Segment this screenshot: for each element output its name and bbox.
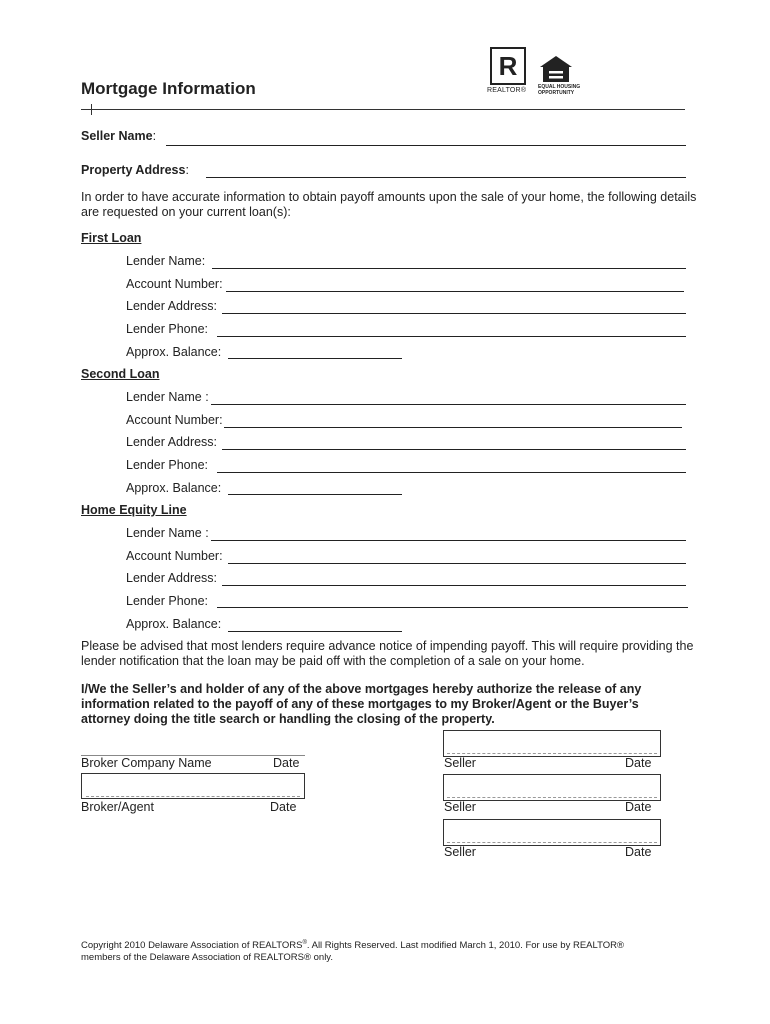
page-title: Mortgage Information: [81, 79, 256, 98]
seller3-sign-line: [447, 842, 657, 843]
equal-housing-icon: [538, 55, 574, 83]
home-equity-heading: Home Equity Line: [81, 503, 187, 517]
second-lender-name-field[interactable]: [211, 404, 686, 405]
seller-name-label: Seller Name:: [81, 129, 157, 143]
first-approx-balance-label: Approx. Balance:: [126, 345, 222, 359]
seller2-sign-line: [447, 797, 657, 798]
seller1-date-label: Date: [625, 756, 652, 770]
heloc-account-number-label: Account Number:: [126, 549, 223, 563]
realtor-logo: [490, 47, 526, 85]
second-lender-name-label: Lender Name :: [126, 390, 209, 404]
second-lender-phone-label: Lender Phone:: [126, 458, 209, 472]
footer-line2: members of the Delaware Association of REALTORS® only.: [81, 952, 333, 964]
equal-housing-logo: [538, 55, 574, 83]
seller2-date-label: Date: [625, 800, 652, 814]
seller3-date-label: Date: [625, 845, 652, 859]
first-approx-balance-field[interactable]: [228, 358, 402, 359]
heloc-lender-phone-label: Lender Phone:: [126, 594, 209, 608]
intro-text: In order to have accurate information to obtain payoff amounts upon the sale of your home, the following details are requested on your current loan(s):: [81, 190, 697, 219]
broker-agent-label: Broker/Agent: [81, 800, 154, 814]
advisory-text: Please be advised that most lenders require advance notice of impending payoff. This will require providing the lender notification that the loan may be paid off with the completion of a sale on your home.: [81, 639, 694, 668]
broker-company-label: Broker Company Name: [81, 756, 212, 770]
heloc-lender-phone-field[interactable]: [217, 607, 688, 608]
first-lender-address-label: Lender Address:: [126, 299, 218, 313]
heloc-account-number-field[interactable]: [228, 563, 686, 564]
first-account-number-field[interactable]: [226, 291, 684, 292]
footer-line1: Copyright 2010 Delaware Association of REALTORS: [81, 940, 303, 952]
first-loan-heading: First Loan: [81, 231, 142, 245]
second-lender-phone-field[interactable]: [217, 472, 686, 473]
second-approx-balance-field[interactable]: [228, 494, 402, 495]
heloc-lender-address-field[interactable]: [222, 585, 686, 586]
seller-name-field[interactable]: [166, 145, 686, 146]
broker-company-date-label: Date: [273, 756, 300, 770]
title-rule: [81, 109, 685, 110]
heloc-lender-address-label: Lender Address:: [126, 571, 218, 585]
footer-reg-mark: ®: [302, 940, 307, 946]
equal-housing-line2: OPPORTUNITY: [538, 90, 575, 96]
equal-housing-line1: EQUAL HOUSING: [538, 84, 581, 90]
realtor-logo-text: REALTOR®: [487, 87, 527, 94]
seller1-sign-line: [447, 753, 657, 754]
second-lender-address-field[interactable]: [222, 449, 686, 450]
first-lender-address-field[interactable]: [222, 313, 686, 314]
second-approx-balance-label: Approx. Balance:: [126, 481, 222, 495]
first-lender-phone-field[interactable]: [217, 336, 686, 337]
first-account-number-label: Account Number:: [126, 277, 223, 291]
heloc-approx-balance-label: Approx. Balance:: [126, 617, 222, 631]
first-lender-name-label: Lender Name:: [126, 254, 206, 268]
seller2-label: Seller: [444, 800, 476, 814]
property-address-label: Property Address:: [81, 163, 189, 177]
title-rule-tick: [91, 104, 92, 115]
property-address-field[interactable]: [206, 177, 686, 178]
broker-agent-date-label: Date: [270, 800, 297, 814]
second-lender-address-label: Lender Address:: [126, 435, 218, 449]
authorization-text: I/We the Seller’s and holder of any of the above mortgages hereby authorize the release of any information related to the payoff of any of these mortgages to my Broker/Agent or the Buyer’s attorney doing the title search or handling the closing of the property.: [81, 682, 642, 726]
second-loan-heading: Second Loan: [81, 367, 160, 381]
seller1-label: Seller: [444, 756, 476, 770]
copyright-footer: [81, 937, 701, 964]
heloc-approx-balance-field[interactable]: [228, 631, 402, 632]
broker-agent-sign-line: [86, 796, 300, 797]
heloc-lender-name-label: Lender Name :: [126, 526, 209, 540]
realtor-logo-letter: R: [498, 51, 518, 81]
second-account-number-field[interactable]: [224, 427, 682, 428]
seller3-label: Seller: [444, 845, 476, 859]
first-lender-name-field[interactable]: [212, 268, 686, 269]
first-lender-phone-label: Lender Phone:: [126, 322, 209, 336]
second-account-number-label: Account Number:: [126, 413, 223, 427]
heloc-lender-name-field[interactable]: [211, 540, 686, 541]
footer-line1-rest: . All Rights Reserved. Last modified March 1, 2010. For use by REALTOR®: [306, 940, 624, 952]
